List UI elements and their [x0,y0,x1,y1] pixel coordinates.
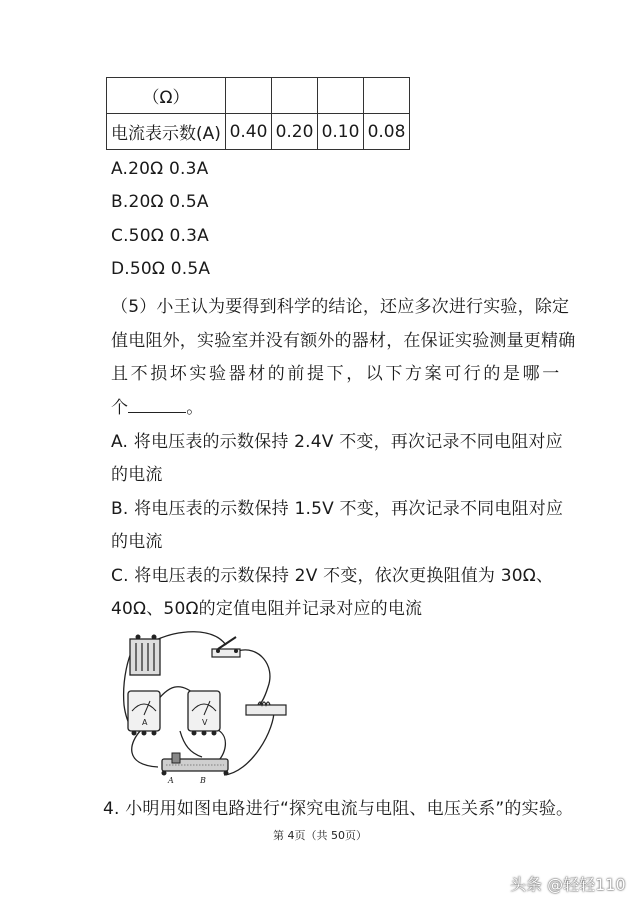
q5-line: （5）小王认为要得到科学的结论，还应多次进行实验，除定 [111,297,570,317]
table-cell: 0.40 [226,114,272,150]
q5-option-b-cont: 的电流 [111,532,163,552]
option-a: A.20Ω 0.3A [111,159,209,179]
table-cell [318,78,364,114]
q5-line: 值电阻外，实验室并没有额外的器材，在保证实验测量更精确 [111,331,576,351]
option-d: D.50Ω 0.5A [111,259,211,279]
q5-line-blank [111,393,203,418]
terminal-a-label: A [168,776,174,785]
ammeter-icon [128,691,160,736]
q5-option-a-cont: 的电流 [111,465,163,485]
table-cell [364,78,410,114]
q5-prefix: 个 [111,398,129,418]
rheostat-icon [162,753,229,785]
q5-option-b: B. 将电压表的示数保持 1.5V 不变，再次记录不同电阻对应 [111,499,564,519]
answer-blank [128,398,186,413]
page-footer: 第 4页（共 50页） [273,829,367,842]
option-c: C.50Ω 0.3A [111,226,209,246]
table-row [107,78,410,114]
table-cell: 0.10 [318,114,364,150]
watermark: 头条 @轻轻110 [510,875,626,894]
voltmeter-label: V [202,718,208,727]
q5-option-c: C. 将电压表的示数保持 2V 不变，依次更换阻值为 30Ω、 [111,566,554,586]
table-cell: 0.08 [364,114,410,150]
circuit-figure [118,625,298,785]
table-row-label: 电流表示数(A) [107,114,226,150]
data-table [106,77,410,150]
switch-icon [212,637,240,657]
ammeter-label: A [142,718,148,727]
table-cell [272,78,318,114]
battery-icon [130,635,160,676]
option-b: B.20Ω 0.5A [111,192,209,212]
table-cell [226,78,272,114]
table-row [107,114,410,150]
question-4: 4. 小明用如图电路进行“探究电流与电阻、电压关系”的实验。 [103,799,574,819]
q5-line: 且不损坏实验器材的前提下，以下方案可行的是哪一 [111,364,562,384]
table-cell: 0.20 [272,114,318,150]
table-row-label: （Ω） [107,78,226,114]
terminal-b-label: B [200,776,206,785]
q5-option-a: A. 将电压表的示数保持 2.4V 不变，再次记录不同电阻对应 [111,432,563,452]
q5-option-c-cont: 40Ω、50Ω的定值电阻并记录对应的电流 [111,599,423,619]
resistor-icon [246,702,286,715]
voltmeter-icon [188,691,220,736]
q5-suffix: 。 [186,398,204,418]
